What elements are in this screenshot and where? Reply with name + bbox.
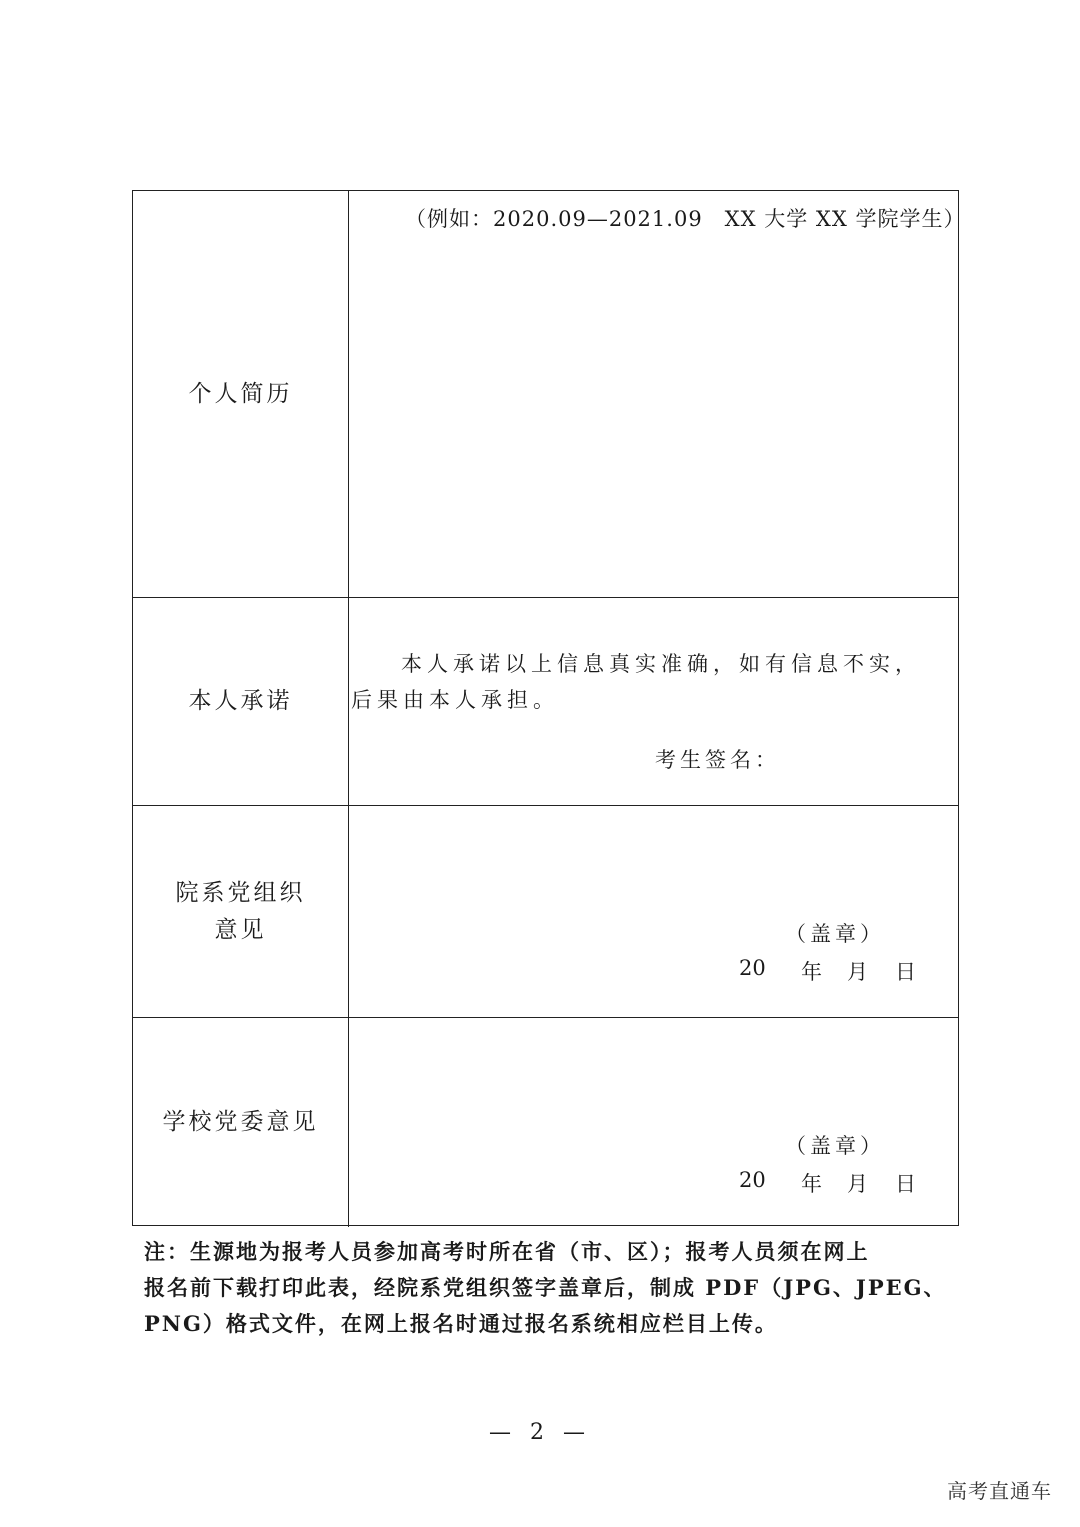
school-date-month: 月 — [847, 1172, 868, 1196]
form-note — [144, 1234, 954, 1342]
department-opinion-label — [133, 806, 349, 1017]
department-opinion-label-line1: 院系党组织 — [175, 879, 306, 906]
department-date-year: 年 — [801, 960, 822, 984]
application-form-table — [132, 190, 966, 1226]
department-opinion-label-line2: 意见 — [214, 916, 267, 943]
row-school-opinion — [133, 1017, 958, 1227]
school-date-day: 日 — [895, 1172, 916, 1196]
school-date-year: 年 — [801, 1172, 822, 1196]
resume-label — [133, 191, 349, 597]
department-date-month: 月 — [847, 960, 868, 984]
row-resume — [133, 191, 966, 597]
school-opinion-content — [349, 1018, 958, 1227]
row-department-opinion — [133, 805, 958, 1017]
school-opinion-label — [133, 1018, 349, 1227]
page-number: — 2 — — [489, 1420, 591, 1445]
note-line3: PNG）格式文件，在网上报名时通过报名系统相应栏目上传。 — [144, 1311, 778, 1336]
note-line1: 注：生源地为报考人员参加高考时所在省（市、区）；报考人员须在网上 — [144, 1239, 870, 1264]
note-line2: 报名前下载打印此表，经院系党组织签字盖章后，制成 PDF（JPG、JPEG、 — [144, 1275, 947, 1300]
resume-content — [349, 191, 966, 597]
resume-example-text: （例如：2020.09—2021.09 XX 大学 XX 学院学生） — [405, 207, 966, 231]
department-opinion-content — [349, 806, 958, 1017]
department-date-day: 日 — [895, 960, 916, 984]
resume-label-text: 个人简历 — [188, 380, 293, 407]
department-seal-label: （盖章） — [785, 922, 885, 946]
school-date-year-prefix: 20 — [739, 1168, 766, 1192]
watermark: 高考直通车 — [947, 1479, 1052, 1503]
row-promise — [133, 597, 958, 805]
school-seal-label: （盖章） — [785, 1134, 885, 1158]
promise-label-text: 本人承诺 — [188, 688, 293, 714]
department-date-year-prefix: 20 — [739, 956, 766, 980]
promise-label — [133, 598, 349, 805]
promise-content — [349, 598, 958, 805]
candidate-signature-label: 考生签名： — [655, 748, 780, 772]
school-opinion-label-text: 学校党委意见 — [162, 1109, 319, 1135]
promise-text-line1: 本人承诺以上信息真实准确，如有信息不实， — [401, 652, 921, 676]
promise-text-line2: 后果由本人承担。 — [351, 688, 559, 712]
